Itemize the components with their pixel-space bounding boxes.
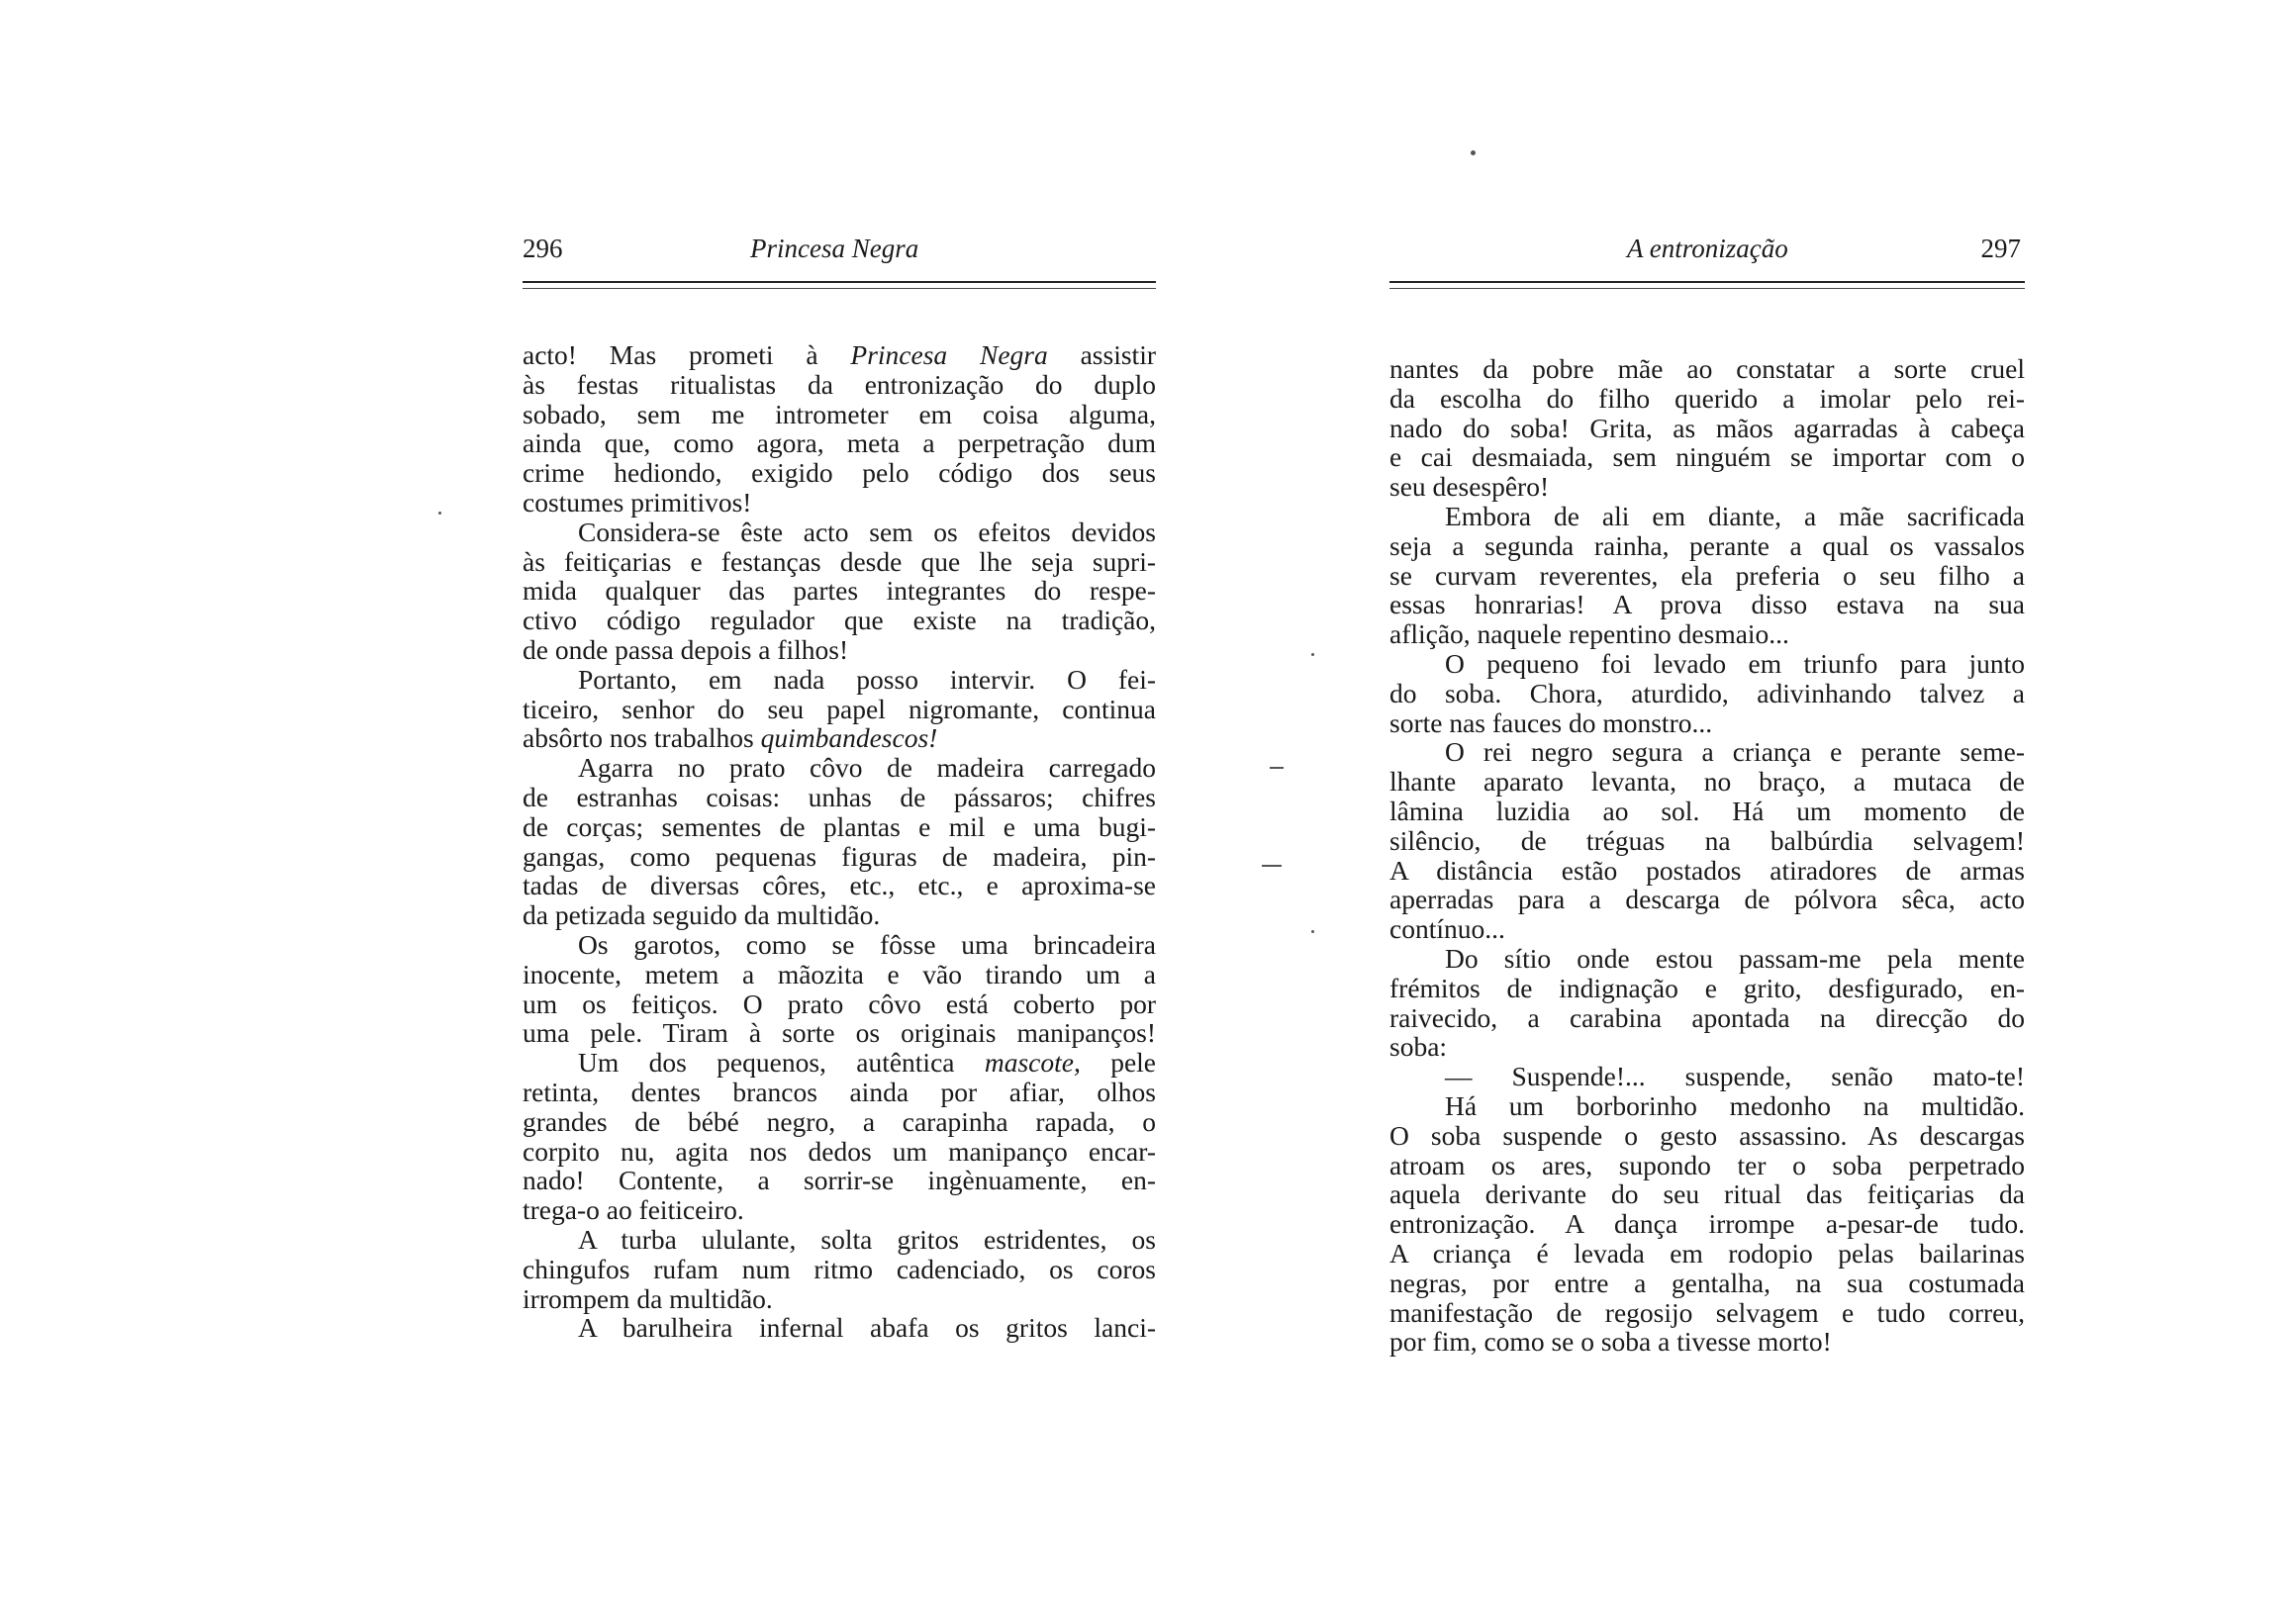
left-header-rule-thin xyxy=(523,288,1156,289)
text-line xyxy=(523,635,1156,665)
text-run: frémitos de indignação e grito, desfigurado, en- xyxy=(1389,972,2025,1003)
text-run: de onde passa depois a filhos! xyxy=(523,633,849,665)
text-run: ticeiro, senhor do seu papel nigromante, continua xyxy=(523,693,1156,724)
text-line xyxy=(523,428,1156,458)
text-line xyxy=(523,1048,1156,1078)
text-line xyxy=(523,1018,1156,1048)
text-line xyxy=(1389,856,2025,886)
text-line xyxy=(523,842,1156,872)
text-run: às feitiçarias e festanças desde que lhe seja supri- xyxy=(523,545,1156,577)
text-run: negras, por entre a gentalha, na sua costumada xyxy=(1389,1267,2025,1298)
text-line xyxy=(1389,737,2025,767)
text-line xyxy=(1389,649,2025,679)
text-run: corpito nu, agita nos dedos um manipanço encar- xyxy=(523,1135,1156,1167)
text-run: — Suspende!... suspende, senão mato-te! xyxy=(1445,1061,2025,1092)
text-line xyxy=(1389,1032,2025,1062)
right-header-rule xyxy=(1389,281,2025,283)
text-run: Embora de ali em diante, a mãe sacrificada xyxy=(1445,500,2025,531)
text-run: de corças; sementes de plantas e mil e uma bugi- xyxy=(523,810,1156,842)
text-line xyxy=(523,1137,1156,1167)
text-line xyxy=(523,871,1156,900)
text-run: ctivo código regulador que existe na tradição, xyxy=(523,605,1156,636)
text-run: A criança é levada em rodopio pelas bailarinas xyxy=(1389,1237,2025,1269)
text-run: nantes da pobre mãe ao constatar a sorte cruel xyxy=(1389,353,2025,384)
text-line xyxy=(1389,619,2025,649)
text-run: silêncio, de tréguas na balbúrdia selvagem! xyxy=(1389,824,2025,856)
text-line xyxy=(523,960,1156,989)
text-run: tadas de diversas côres, etc., etc., e aproxima-se xyxy=(523,870,1156,901)
scan-speck xyxy=(1270,767,1284,769)
text-run: nado do soba! Grita, as mãos agarradas à cabeça xyxy=(1389,412,2025,443)
text-line xyxy=(523,753,1156,783)
text-run: por fim, como se o soba a tivesse morto! xyxy=(1389,1326,1832,1358)
text-line xyxy=(523,723,1156,753)
text-run: mida qualquer das partes integrantes do respe- xyxy=(523,575,1156,607)
text-run: O pequeno foi levado em triunfo para junto xyxy=(1445,647,2025,679)
text-run: Considera-se êste acto sem os efeitos devidos xyxy=(578,516,1156,547)
text-line xyxy=(523,547,1156,577)
text-line xyxy=(1389,354,2025,384)
text-run: costumes primitivos! xyxy=(523,486,752,517)
text-line xyxy=(523,400,1156,429)
text-run: crime hediondo, exigido pelo código dos seus xyxy=(523,457,1156,489)
text-run: absôrto nos trabalhos xyxy=(523,722,761,754)
text-line xyxy=(1389,1209,2025,1239)
text-run: Os garotos, como se fôsse uma brincadeira xyxy=(578,928,1156,960)
text-line xyxy=(1389,767,2025,797)
text-line xyxy=(1389,1121,2025,1151)
text-line xyxy=(523,606,1156,635)
italic-run: quimbandescos! xyxy=(760,722,938,754)
text-line xyxy=(1389,384,2025,414)
text-run: lhante aparato levanta, no braço, a mutaca de xyxy=(1389,766,2025,798)
left-header-rule xyxy=(523,281,1156,283)
text-line xyxy=(1389,708,2025,738)
text-run: inocente, metem a mãozita e vão tirando um a xyxy=(523,958,1156,989)
text-line xyxy=(523,783,1156,812)
text-line xyxy=(523,900,1156,930)
text-line xyxy=(1389,1327,2025,1357)
text-line xyxy=(1389,797,2025,826)
text-run: lâmina luzidia ao sol. Há um momento de xyxy=(1389,795,2025,826)
text-line xyxy=(523,1078,1156,1107)
text-line xyxy=(1389,974,2025,1003)
text-run: atroam os ares, supondo ter o soba perpetrado xyxy=(1389,1149,2025,1180)
text-run: raivecido, a carabina apontada na direcção do xyxy=(1389,1001,2025,1033)
text-run: de estranhas coisas: unhas de pássaros; chifres xyxy=(523,781,1156,812)
text-run: Agarra no prato côvo de madeira carregado xyxy=(578,752,1156,784)
text-line xyxy=(1389,442,2025,472)
right-running-head xyxy=(1389,234,2025,273)
text-run: irrompem da multidão. xyxy=(523,1282,773,1314)
italic-run: Princesa Negra xyxy=(850,339,1048,370)
text-run: gangas, como pequenas figuras de madeira, pin- xyxy=(523,840,1156,872)
text-run: e cai desmaiada, sem ninguém se importar com o xyxy=(1389,441,2025,473)
text-line xyxy=(523,812,1156,842)
text-line xyxy=(1389,1269,2025,1298)
right-header-rule-thin xyxy=(1389,288,2025,289)
left-body-text xyxy=(523,340,1156,1343)
text-line xyxy=(523,576,1156,606)
scan-speck xyxy=(1311,930,1314,933)
text-line xyxy=(523,370,1156,400)
text-run: chingufos rufam num ritmo cadenciado, os coros xyxy=(523,1253,1156,1284)
text-run: uma pele. Tiram à sorte os originais manipanços! xyxy=(523,1017,1156,1049)
text-run: assistir xyxy=(1047,339,1156,370)
scan-speck xyxy=(1262,865,1282,867)
text-run: Portanto, em nada posso intervir. O fei- xyxy=(578,663,1156,695)
right-running-title: A entronização xyxy=(1627,234,1788,263)
text-line xyxy=(1389,1091,2025,1121)
text-line xyxy=(523,1107,1156,1137)
left-running-head xyxy=(523,234,1156,273)
text-line xyxy=(523,488,1156,517)
text-run: um os feitiços. O prato côvo está coberto por xyxy=(523,988,1156,1019)
text-line xyxy=(523,1166,1156,1195)
text-run: O soba suspende o gesto assassino. As descargas xyxy=(1389,1119,2025,1151)
text-run: Há um borborinho medonho na multidão. xyxy=(1445,1089,2025,1121)
text-run: do soba. Chora, aturdido, adivinhando talvez a xyxy=(1389,677,2025,708)
text-line xyxy=(523,1284,1156,1314)
text-line xyxy=(1389,531,2025,561)
text-run: Um dos pequenos, autêntica xyxy=(578,1047,985,1079)
text-line xyxy=(523,1195,1156,1225)
text-run: grandes de bébé negro, a carapinha rapada, o xyxy=(523,1105,1156,1137)
text-run: seu desespêro! xyxy=(1389,471,1550,503)
text-line xyxy=(1389,826,2025,856)
text-run: pele xyxy=(1080,1047,1156,1079)
text-run: contínuo... xyxy=(1389,913,1505,945)
text-run: A barulheira infernal abafa os gritos lanci- xyxy=(578,1312,1156,1344)
text-line xyxy=(1389,1003,2025,1033)
text-line xyxy=(1389,944,2025,974)
text-line xyxy=(1389,885,2025,914)
text-run: aflição, naquele repentino desmaio... xyxy=(1389,618,1789,650)
text-line xyxy=(523,1255,1156,1284)
text-run: essas honrarias! A prova disso estava na sua xyxy=(1389,589,2025,620)
text-run: aperradas para a descarga de pólvora sêca, acto xyxy=(1389,884,2025,915)
text-line xyxy=(523,1225,1156,1255)
text-run: se curvam reverentes, ela preferia o seu filho a xyxy=(1389,559,2025,591)
text-run: da escolha do filho querido a imolar pelo rei- xyxy=(1389,382,2025,414)
text-line xyxy=(523,695,1156,724)
text-run: sobado, sem me intrometer em coisa alguma, xyxy=(523,398,1156,429)
text-run: seja a segunda rainha, perante a qual os vassalos xyxy=(1389,529,2025,561)
text-run: às festas ritualistas da entronização do duplo xyxy=(523,368,1156,400)
text-line xyxy=(1389,1298,2025,1328)
right-page-number: 297 xyxy=(1980,234,2021,263)
text-line xyxy=(523,665,1156,695)
text-line xyxy=(523,458,1156,488)
text-line xyxy=(1389,472,2025,502)
text-line xyxy=(1389,914,2025,944)
scan-speck xyxy=(1311,653,1314,656)
text-line xyxy=(523,517,1156,547)
text-line xyxy=(523,989,1156,1019)
text-run: ainda que, como agora, meta a perpetração dum xyxy=(523,427,1156,459)
left-running-title: Princesa Negra xyxy=(750,234,919,263)
text-run: soba: xyxy=(1389,1031,1448,1063)
text-line xyxy=(523,1313,1156,1343)
text-run: acto! Mas prometi à xyxy=(523,339,851,370)
scan-speck xyxy=(1471,150,1476,155)
right-body-text xyxy=(1389,354,2025,1357)
scan-speck xyxy=(438,512,441,515)
text-line xyxy=(1389,414,2025,443)
text-line xyxy=(1389,502,2025,531)
text-line xyxy=(1389,1151,2025,1180)
text-run: retinta, dentes brancos ainda por afiar, olhos xyxy=(523,1076,1156,1107)
text-line xyxy=(1389,590,2025,619)
text-run: sorte nas fauces do monstro... xyxy=(1389,706,1713,738)
text-run: A distância estão postados atiradores de armas xyxy=(1389,854,2025,886)
left-page-number: 296 xyxy=(523,234,563,263)
text-line xyxy=(1389,1179,2025,1209)
text-line xyxy=(1389,1239,2025,1269)
text-run: trega-o ao feiticeiro. xyxy=(523,1194,744,1226)
text-line xyxy=(523,340,1156,370)
text-run: O rei negro segura a criança e perante seme- xyxy=(1445,736,2025,768)
text-run: manifestação de regosijo selvagem e tudo correu, xyxy=(1389,1296,2025,1328)
text-line xyxy=(523,930,1156,960)
italic-run: mascote, xyxy=(984,1047,1081,1079)
text-run: da petizada seguido da multidão. xyxy=(523,899,881,931)
text-run: Do sítio onde estou passam-me pela mente xyxy=(1445,942,2025,974)
text-run: A turba ululante, solta gritos estridentes, os xyxy=(578,1223,1156,1255)
text-line xyxy=(1389,679,2025,708)
text-line xyxy=(1389,561,2025,591)
text-run: aquela derivante do seu ritual das feitiçarias da xyxy=(1389,1178,2025,1210)
text-run: entronização. A dança irrompe a-pesar-de tudo. xyxy=(1389,1208,2025,1240)
text-line xyxy=(1389,1062,2025,1091)
text-run: nado! Contente, a sorrir-se ingènuamente, en- xyxy=(523,1165,1156,1196)
